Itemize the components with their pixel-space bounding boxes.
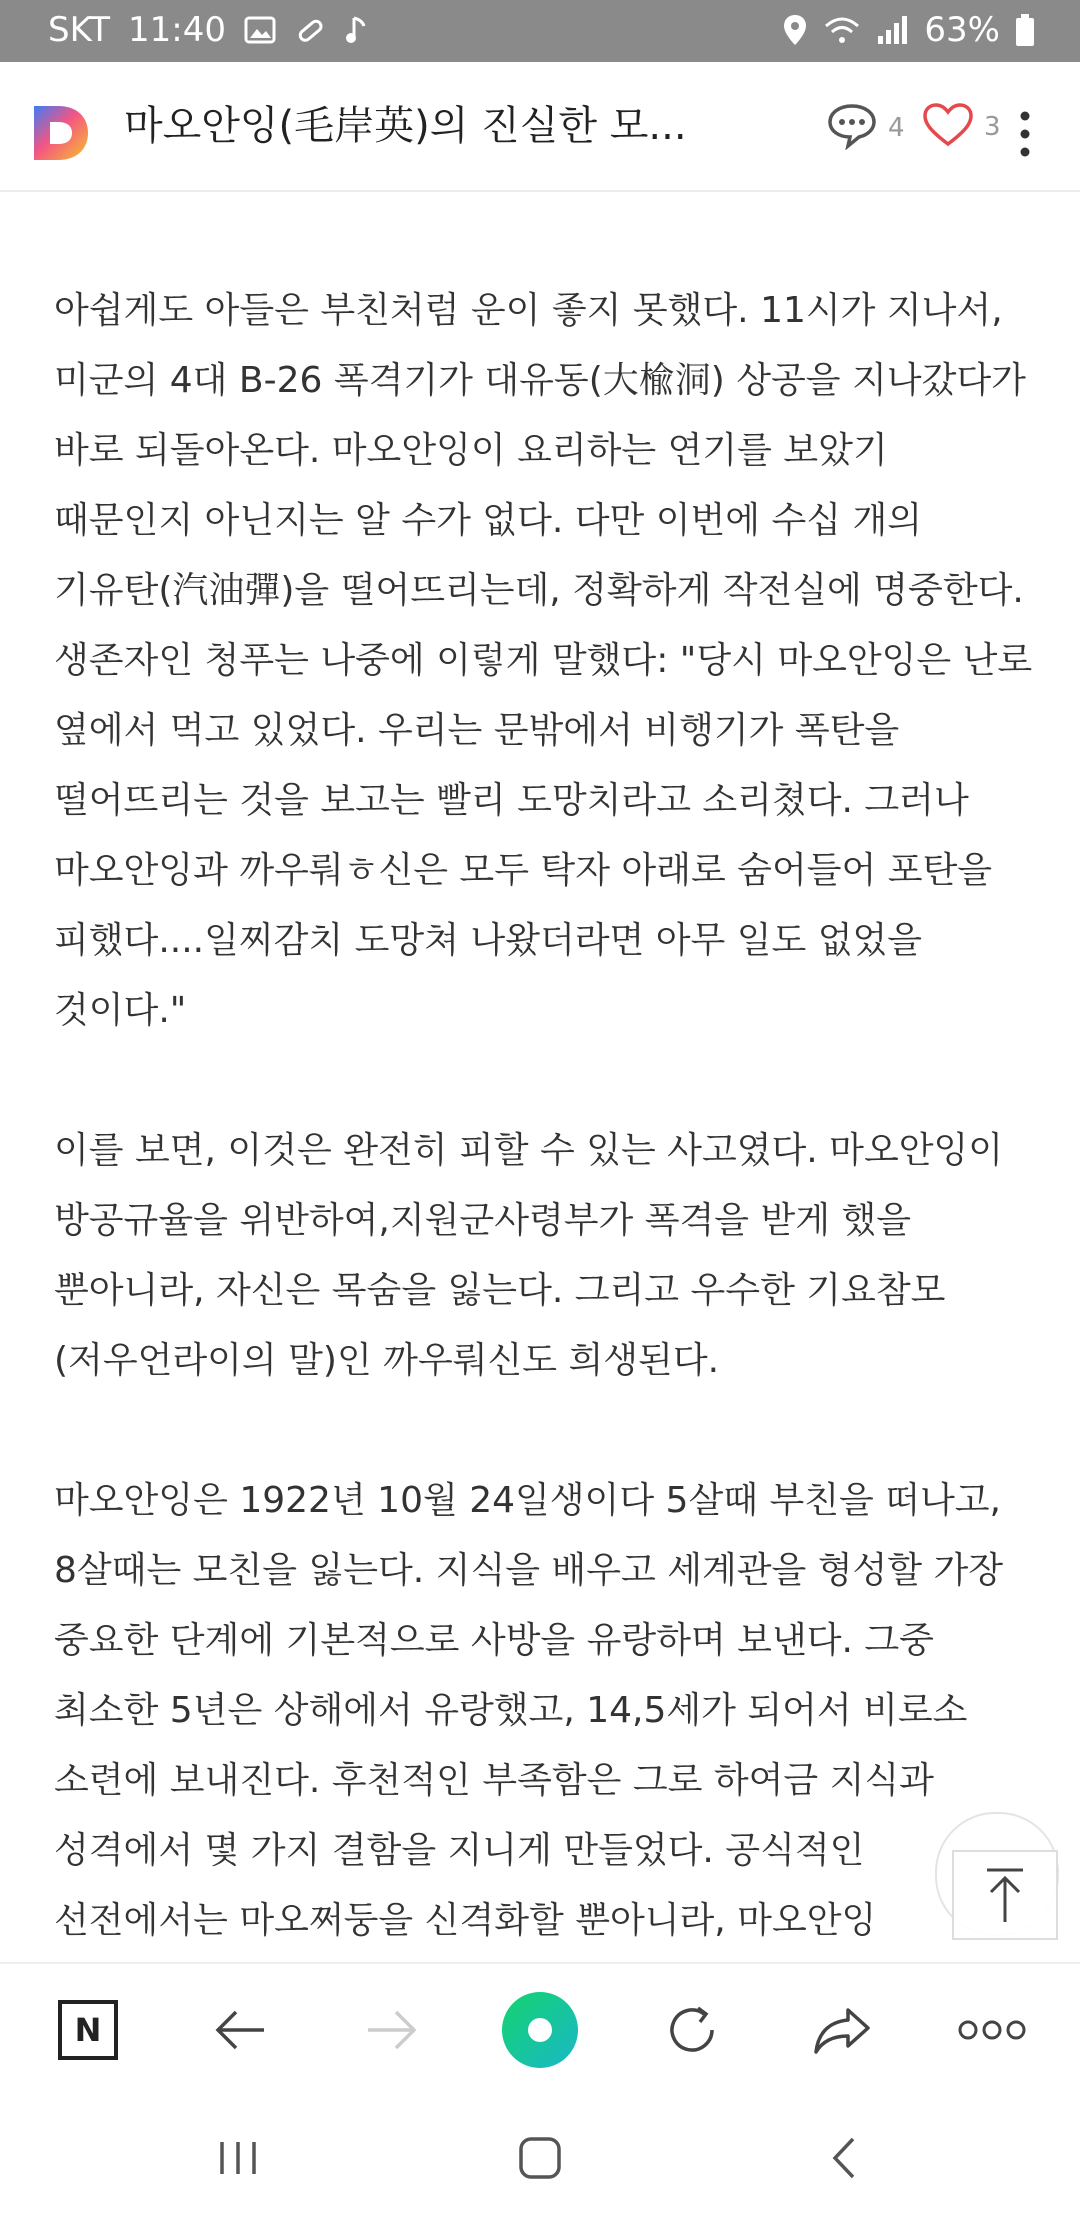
recent-apps-button[interactable] (208, 2128, 268, 2188)
clock: 11:40 (128, 10, 226, 50)
naver-n-label: N (74, 2011, 102, 2049)
status-bar (0, 0, 1080, 62)
app-bar (0, 62, 1080, 192)
wifi-icon (822, 14, 862, 46)
article-body (0, 192, 1080, 1962)
daum-logo-icon[interactable] (30, 102, 92, 164)
status-right (782, 10, 1036, 50)
scroll-to-top-button[interactable] (952, 1850, 1058, 1940)
like-count: 3 (984, 112, 1001, 142)
more-dots-icon (957, 2018, 1027, 2042)
comment-count: 4 (888, 113, 905, 143)
article-paragraph-1: 아쉽게도 아들은 부친처럼 운이 좋지 못했다. 11시가 지나서, 미군의 4대 B-26 폭격기가 대유동(大楡洞) 상공을 지나갔다가 바로 되돌아온다. 마오안잉이 요리하는 연기를 보았기 때문인지 아닌지는 알 수가 없다. 다만 이번에 수십 개의 기유탄(汽油彈)을 떨어뜨리는데, 정확하게 작전실에 명중한다. 생존자인 청푸는 나중에 이렇게 말했다: "당시 마오안잉은 난로 옆에서 먹고 있었다. 우리는 문밖에서 비행기가 폭탄을 떨어뜨리는 것을 보고는 빨리 도망치라고 소리쳤다. 그러나 마오안잉과 까우뤄ㅎ신은 모두 탁자 아래로 숨어들어 포탄을 피했다....일찌감치 도망쳐 나왔더라면 아무 일도 없었을 것이다." (54, 290, 1033, 1031)
comment-button[interactable] (826, 102, 905, 154)
naver-home-button[interactable] (48, 1990, 128, 2070)
more-menu-button[interactable] (952, 1990, 1032, 2070)
gallery-notification-icon (244, 16, 276, 44)
status-left (48, 10, 368, 50)
article-paragraph-3: 마오안잉은 1922년 10월 24일생이다 5살때 부친을 떠나고, 8살때는 모친을 잃는다. 지식을 배우고 세계관을 형성할 가장 중요한 단계에 기본적으로 사방을 유랑하며 보낸다. 그중 최소한 5년은 상해에서 유랑했고, 14,5세가 되어서 비로소 소련에 보내진다. 후천적인 부족함은 그로 하여금 지식과 성격에서 몇 가지 결함을 지니게 만들었다. 공식적인 선전에서는 마오쩌둥을 신격화할 뿐아니라, 마오안잉 (54, 1480, 1004, 1941)
refresh-button[interactable] (652, 1990, 732, 2070)
like-button[interactable] (922, 102, 1001, 152)
heart-icon (922, 102, 974, 152)
battery-percent: 63% (924, 10, 1000, 50)
share-button[interactable] (802, 1990, 882, 2070)
refresh-icon (662, 2000, 722, 2060)
location-icon (782, 13, 808, 47)
arrow-left-icon (212, 2008, 268, 2052)
article-paragraph-2: 이를 보면, 이것은 완전히 피할 수 있는 사고였다. 마오안잉이 방공규율을 위반하여,지원군사령부가 폭격을 받게 했을 뿐아니라, 자신은 목숨을 잃는다. 그리고 우수한 기요참모(저우언라이의 말)인 까우뤄신도 희생된다. (54, 1130, 1004, 1381)
music-notification-icon (344, 14, 368, 46)
home-button[interactable] (510, 2128, 570, 2188)
comment-bubble-icon (826, 102, 878, 154)
chevron-left-icon (829, 2135, 859, 2181)
carrier-label: SKT (48, 10, 111, 50)
arrow-up-icon (954, 1852, 1056, 1938)
browser-toolbar (0, 1962, 1080, 2094)
system-nav-bar (0, 2092, 1080, 2220)
link-notification-icon (294, 14, 326, 46)
article-content (54, 276, 1034, 1962)
back-button[interactable] (200, 1990, 280, 2070)
signal-icon (876, 14, 910, 46)
arrow-right-icon (364, 2008, 420, 2052)
home-square-icon (517, 2135, 563, 2181)
green-dot-button[interactable] (500, 1990, 580, 2070)
more-options-icon[interactable] (1010, 106, 1040, 162)
green-circle-icon (500, 1990, 580, 2070)
page-title: 마오안잉(毛岸英)의 진실한 모... (124, 103, 687, 149)
battery-icon (1014, 13, 1036, 47)
system-back-button[interactable] (814, 2128, 874, 2188)
recent-apps-icon (216, 2138, 260, 2178)
forward-button[interactable] (352, 1990, 432, 2070)
share-arrow-icon (812, 2004, 872, 2056)
